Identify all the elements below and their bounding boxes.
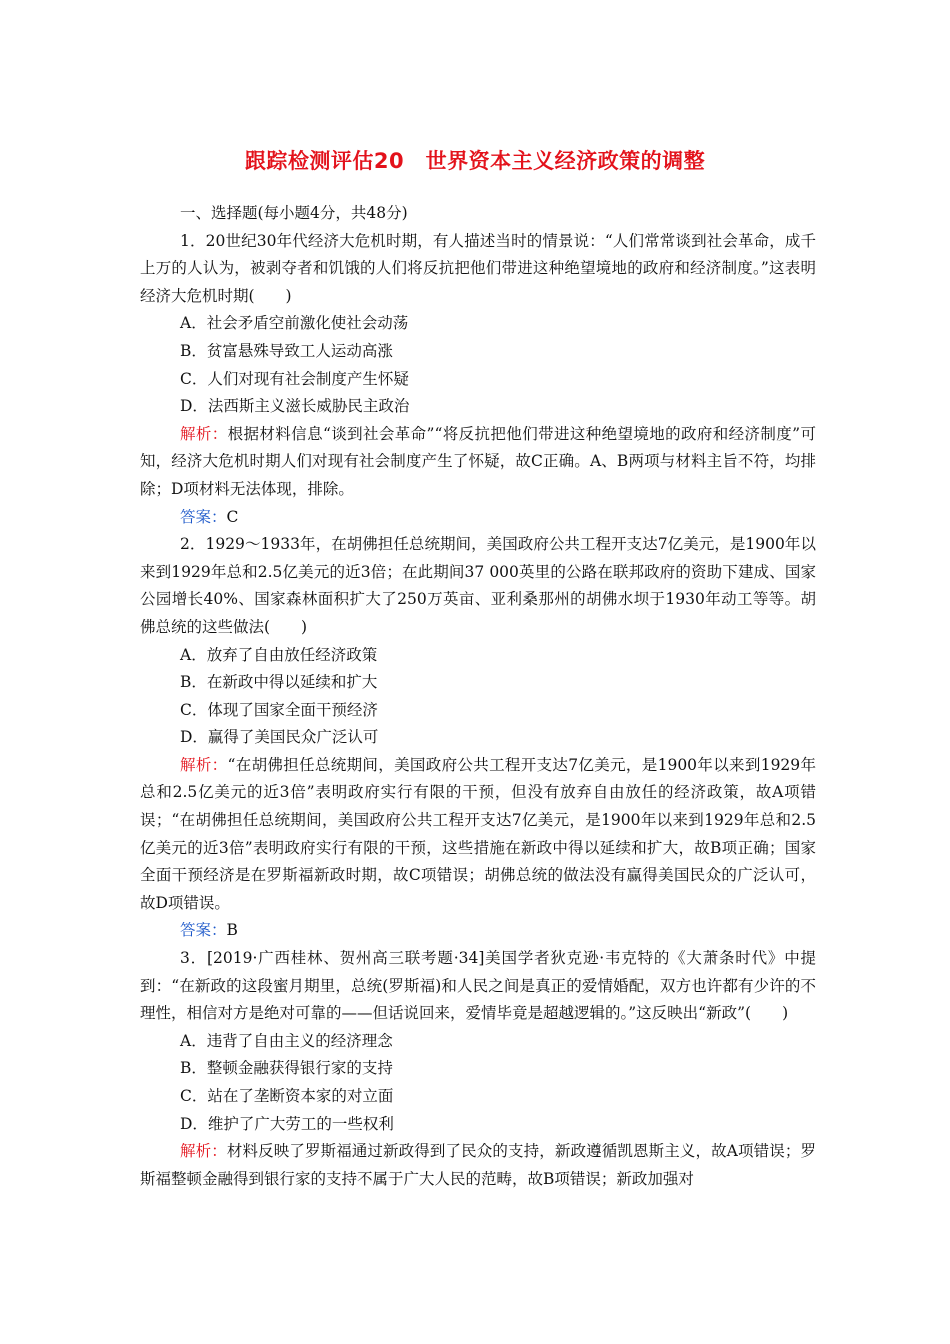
- option-b: B．贫富悬殊导致工人运动高涨: [180, 341, 393, 360]
- analysis-text: 根据材料信息“谈到社会革命”“将反抗把他们带进这种绝望境地的政府和经济制度”可知，经济大危机时期人们对现有社会制度产生了怀疑，故C正确。A、B两项与材料主旨不符，均排除；D项材料无法体现，排除。: [140, 424, 816, 498]
- answer-label: 答案：: [180, 921, 227, 940]
- question-2: [140, 531, 816, 945]
- question-stem: 1．20世纪30年代经济大危机时期，有人描述当时的情景说：“人们常常谈到社会革命，成千上万的人认为，被剥夺者和饥饿的人们将反抗把他们带进这种绝望境地的政府和经济制度。”这表明经济大危机时期( ): [140, 231, 816, 305]
- analysis: [140, 752, 816, 918]
- option-d: D．赢得了美国民众广泛认可: [180, 728, 379, 747]
- analysis-label: 解析：: [180, 424, 228, 443]
- analysis-text: 材料反映了罗斯福通过新政得到了民众的支持，新政遵循凯恩斯主义，故A项错误；罗斯福整顿金融得到银行家的支持不属于广大人民的范畴，故B项错误；新政加强对: [140, 1142, 816, 1188]
- answer: [140, 917, 816, 945]
- option-d: D．维护了广大劳工的一些权利: [180, 1114, 394, 1133]
- page-title: 跟踪检测评估20 世界资本主义经济政策的调整: [244, 149, 706, 173]
- question-1: [140, 228, 816, 532]
- answer-value: B: [226, 921, 238, 940]
- option-a: A．社会矛盾空前激化使社会动荡: [180, 314, 409, 333]
- option-b: B．整顿金融获得银行家的支持: [180, 1059, 393, 1078]
- analysis: [140, 1138, 816, 1193]
- option-c: C．体现了国家全面干预经济: [180, 700, 378, 719]
- answer-value: C: [226, 507, 239, 526]
- option-c: C．人们对现有社会制度产生怀疑: [180, 369, 409, 388]
- analysis: [140, 421, 816, 504]
- analysis-label: 解析：: [180, 1142, 227, 1161]
- answer-label: 答案：: [180, 507, 227, 526]
- option-b: B．在新政中得以延续和扩大: [180, 673, 378, 692]
- question-3: [140, 945, 816, 1193]
- question-stem: 3．[2019·广西桂林、贺州高三联考题·34]美国学者狄克逊·韦克特的《大萧条时代》中提到：“在新政的这段蜜月期里，总统(罗斯福)和人民之间是真正的爱情婚配，双方也许都有少许的不理性，相信对方是绝对可靠的——但话说回来，爱情毕竟是超越逻辑的。”这反映出“新政”( ): [140, 949, 816, 1023]
- section-heading: 一、选择题(每小题4分，共48分): [180, 204, 408, 222]
- option-a: A．放弃了自由放任经济政策: [180, 645, 378, 664]
- option-d: D．法西斯主义滋长威胁民主政治: [180, 397, 410, 416]
- document-body: [140, 200, 816, 1193]
- question-stem: 2．1929～1933年，在胡佛担任总统期间，美国政府公共工程开支达7亿美元，是1900年以来到1929年总和2.5亿美元的近3倍；在此期间37 000英里的公路在联邦政府的资助下建成、国家公园增长40%、国家森林面积扩大了250万英亩、亚利桑那州的胡佛水坝于1930年动工等等。胡佛总统的这些做法( ): [140, 535, 816, 636]
- analysis-label: 解析：: [180, 755, 228, 774]
- option-a: A．违背了自由主义的经济理念: [180, 1031, 393, 1050]
- answer: [140, 504, 816, 532]
- option-c: C．站在了垄断资本家的对立面: [180, 1087, 394, 1105]
- analysis-text: “在胡佛担任总统期间，美国政府公共工程开支达7亿美元，是1900年以来到1929年总和2.5亿美元的近3倍”表明政府实行有限的干预，但没有放弃自由放任的经济政策，故A项错误；“在胡佛担任总统期间，美国政府公共工程开支达7亿美元，是1900年以来到1929年总和2.5亿美元的近3倍”表明政府实行有限的干预，这些措施在新政中得以延续和扩大，故B项正确；国家全面干预经济是在罗斯福新政时期，故C项错误；胡佛总统的做法没有赢得美国民众的广泛认可，故D项错误。: [140, 755, 816, 912]
